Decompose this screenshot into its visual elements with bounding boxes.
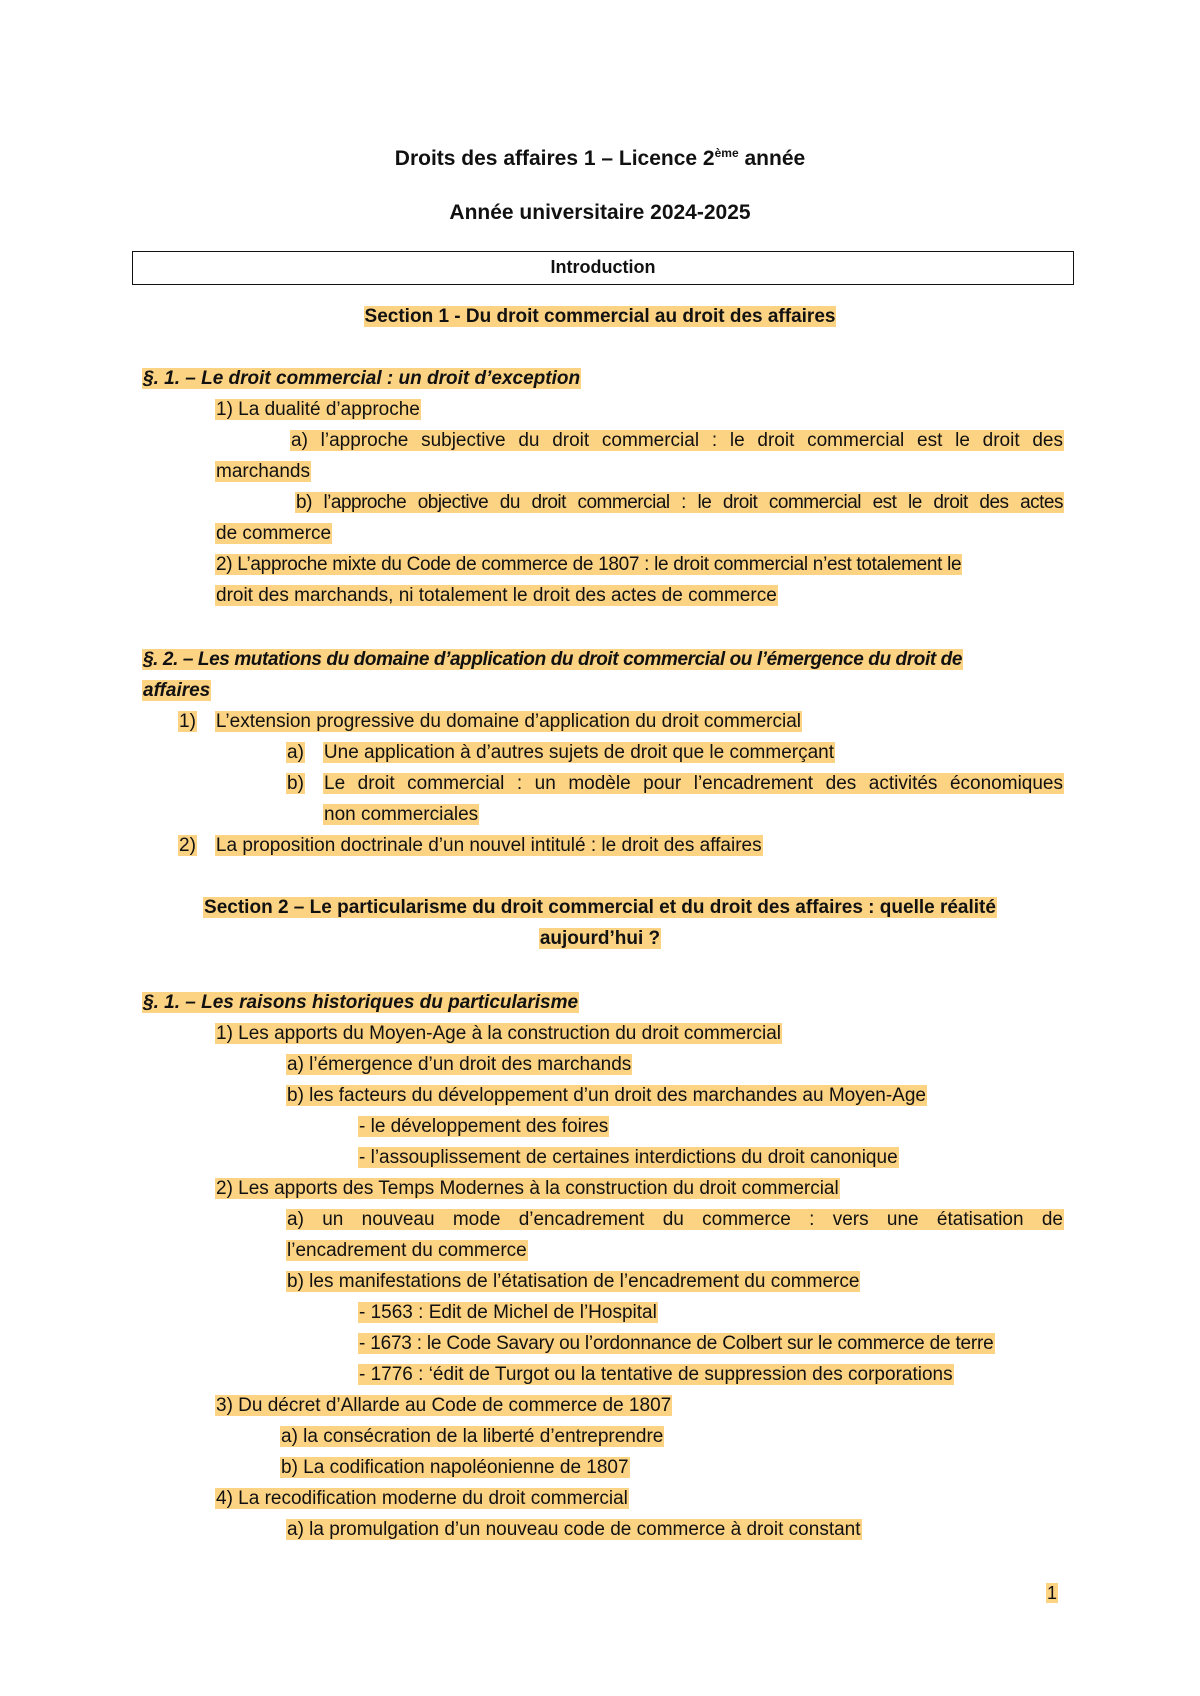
section-2-title: Section 2 – Le particularisme du droit commercial et du droit des affaires : quelle réalité (204, 897, 996, 918)
s2-item: 3) Du décret d’Allarde au Code de commerce de 1807 (216, 1395, 672, 1416)
s1-p2-item-1b: Le droit commercial : un modèle pour l’encadrement des activités économiques (324, 773, 1063, 794)
s2-item: - 1673 : le Code Savary ou l’ordonnance de Colbert sur le commerce de terre (359, 1333, 994, 1354)
s2-item: a) un nouveau mode d’encadrement du commerce : vers une étatisation de (287, 1209, 1063, 1230)
s2-item: 2) Les apports des Temps Modernes à la construction du droit commercial (216, 1178, 839, 1199)
page-number: 1 (1047, 1583, 1058, 1603)
s1-p2-item-1b-cont: non commerciales (324, 804, 479, 825)
section-1-title: Section 1 - Du droit commercial au droit des affaires (364, 306, 836, 327)
s1-p2-item-2: 2) La proposition doctrinale d’un nouvel intitulé : le droit des affaires (179, 835, 762, 856)
s2-p1-heading: §. 1. – Les raisons historiques du particularisme (143, 992, 579, 1013)
s2-item: - 1776 : ‘édit de Turgot ou la tentative de suppression des corporations (359, 1364, 953, 1385)
s1-p2-heading-cont: affaires (143, 680, 211, 701)
s1-p1-item-1b: b) l’approche objective du droit commercial : le droit commercial est le droit des actes (296, 492, 1063, 513)
s2-item: - l’assouplissement de certaines interdictions du droit canonique (359, 1147, 898, 1168)
s2-item: a) l’émergence d’un droit des marchands (287, 1054, 632, 1075)
s2-item: - le développement des foires (359, 1116, 609, 1137)
s1-p1-item-2-cont: droit des marchands, ni totalement le droit des actes de commerce (216, 585, 777, 606)
s2-item: b) les manifestations de l’étatisation de l’encadrement du commerce (287, 1271, 860, 1292)
section-2-title-cont: aujourd’hui ? (539, 928, 661, 949)
s1-p1-heading: §. 1. – Le droit commercial : un droit d’exception (143, 368, 581, 389)
s2-item: a) la promulgation d’un nouveau code de commerce à droit constant (287, 1519, 861, 1540)
s1-p2-item-1b-num: b) (287, 773, 304, 794)
s2-item: a) la consécration de la liberté d’entreprendre (281, 1426, 664, 1447)
s2-item: - 1563 : Edit de Michel de l’Hospital (359, 1302, 657, 1323)
introduction-box: Introduction (132, 251, 1074, 285)
s1-p2-heading: §. 2. – Les mutations du domaine d’application du droit commercial ou l’émergence du droit de (143, 649, 963, 670)
s1-p1-item-1a: a) l’approche subjective du droit commercial : le droit commercial est le droit des (291, 430, 1063, 451)
s1-p1-item-1b-cont: de commerce (216, 523, 332, 544)
document-title: Droits des affaires 1 – Licence 2ème année (394, 146, 806, 170)
s2-item: 1) Les apports du Moyen-Age à la construction du droit commercial (216, 1023, 781, 1044)
s1-p1-item-1a-cont: marchands (216, 461, 310, 482)
s1-p1-item-1: 1) La dualité d’approche (216, 399, 420, 420)
s1-p2-item-1: 1) L’extension progressive du domaine d’application du droit commercial (179, 711, 802, 732)
s1-p1-item-2: 2) L’approche mixte du Code de commerce de 1807 : le droit commercial n’est totalement le (216, 554, 962, 575)
s2-item: 4) La recodification moderne du droit commercial (216, 1488, 628, 1509)
s2-item: l’encadrement du commerce (287, 1240, 527, 1261)
academic-year: Année universitaire 2024-2025 (449, 201, 751, 224)
s2-item: b) La codification napoléonienne de 1807 (281, 1457, 629, 1478)
s2-item: b) les facteurs du développement d’un droit des marchandes au Moyen-Age (287, 1085, 926, 1106)
s1-p2-item-1a: a) Une application à d’autres sujets de droit que le commerçant (287, 742, 835, 763)
